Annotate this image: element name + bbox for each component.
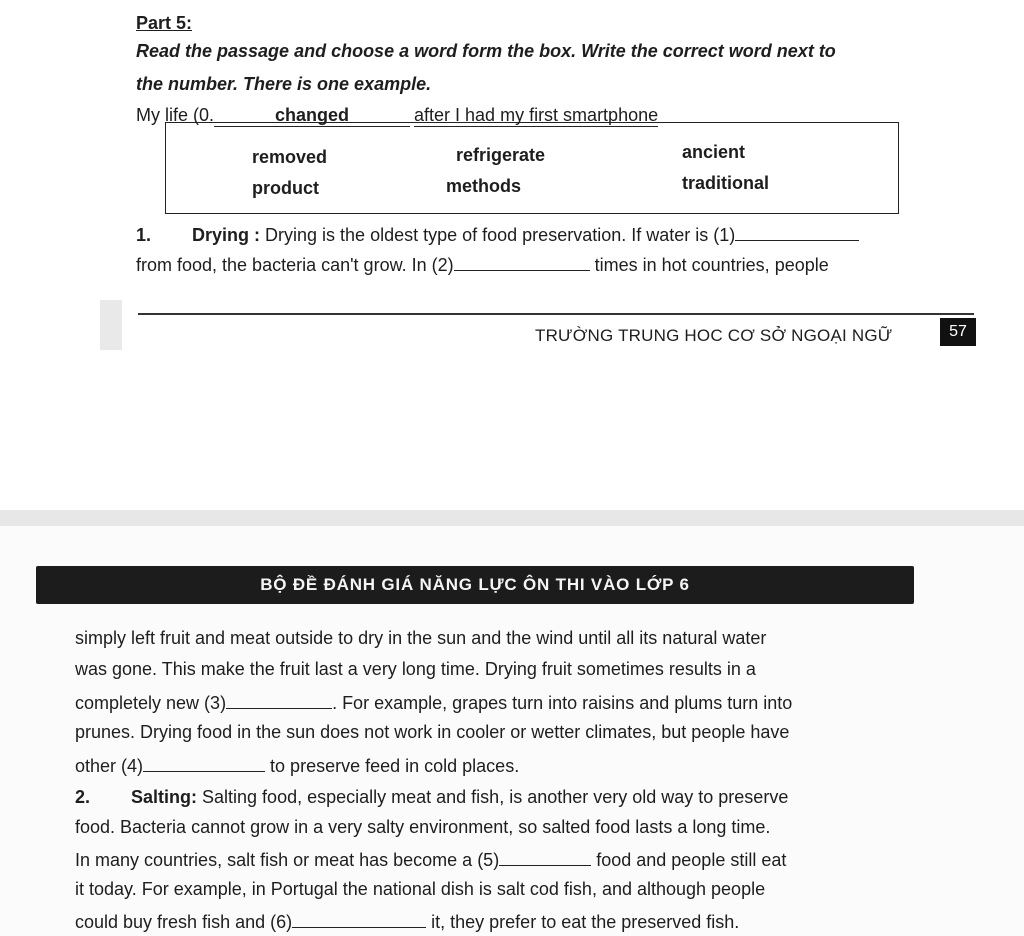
word-refrigerate: refrigerate — [456, 145, 546, 165]
part-title: Part 5: — [136, 13, 193, 33]
passage-line-8b: food and people still eat — [596, 850, 787, 870]
word-traditional: traditional — [682, 173, 770, 193]
passage-line-8a: In many countries, salt fish or meat has become a (5) — [75, 850, 500, 870]
word-product: product — [252, 178, 319, 198]
question-1-line-1 — [136, 222, 859, 246]
question-2-heading: Salting: — [131, 787, 197, 807]
passage-line-3b: . For example, grapes turn into raisins and plums turn into — [332, 693, 793, 713]
passage-line-10b: it, they prefer to eat the preserved fish. — [431, 912, 740, 932]
passage-line-4: prunes. Drying food in the sun does not work in cooler or wetter climates, but people have — [75, 722, 790, 742]
example-prefix: My life (0. — [136, 105, 215, 125]
school-name: TRƯỜNG TRUNG HOC CƠ SỞ NGOẠI NGỮ — [535, 326, 893, 345]
passage-line-5b: to preserve feed in cold places. — [270, 756, 520, 776]
question-2-line — [75, 786, 788, 808]
passage-line-3 — [75, 690, 792, 714]
passage-line-5 — [75, 753, 519, 777]
title-banner — [36, 566, 914, 604]
example-answer: changed — [214, 104, 410, 127]
blank-1[interactable] — [735, 222, 859, 241]
passage-line-7: food. Bacteria cannot grow in a very salty environment, so salted food lasts a long time. — [75, 817, 771, 837]
passage-line-1: simply left fruit and meat outside to dry in the sun and the wind until all its natural water — [75, 628, 767, 648]
question-1-line-2 — [136, 252, 829, 276]
question-1-text-2b: times in hot countries, people — [594, 255, 829, 275]
instructions-line-1: Read the passage and choose a word form the box. Write the correct word next to — [136, 41, 836, 61]
question-1-heading: Drying : — [192, 225, 261, 245]
question-1-text: Drying is the oldest type of food preservation. If water is (1) — [265, 225, 736, 245]
blank-6[interactable] — [292, 909, 426, 928]
question-1-text-2a: from food, the bacteria can't grow. In (2) — [136, 255, 454, 275]
passage-line-6: Salting food, especially meat and fish, is another very old way to preserve — [202, 787, 789, 807]
question-1-number: 1. — [136, 225, 152, 245]
banner-title: BỘ ĐỀ ĐÁNH GIÁ NĂNG LỰC ÔN THI VÀO LỚP 6 — [260, 575, 690, 594]
instructions-line-2: the number. There is one example. — [136, 74, 432, 94]
blank-2[interactable] — [454, 252, 590, 271]
question-2-number: 2. — [75, 787, 91, 807]
blank-3[interactable] — [226, 690, 332, 709]
blank-4[interactable] — [143, 753, 265, 772]
example-suffix: after I had my first smartphone — [414, 105, 659, 125]
passage-line-10a: could buy fresh fish and (6) — [75, 912, 293, 932]
footer-rule — [138, 313, 974, 315]
blank-5[interactable] — [499, 847, 591, 866]
passage-line-5a: other (4) — [75, 756, 144, 776]
passage-line-2: was gone. This make the fruit last a very long time. Drying fruit sometimes results in a — [75, 659, 756, 679]
passage-line-8 — [75, 847, 786, 871]
page-separator — [0, 510, 1024, 526]
word-box — [165, 122, 899, 214]
binding-mark — [100, 300, 122, 350]
page-number: 57 — [940, 318, 976, 346]
word-removed: removed — [252, 147, 328, 167]
passage-line-10 — [75, 909, 739, 933]
word-ancient: ancient — [682, 142, 746, 162]
word-methods: methods — [446, 176, 522, 196]
passage-line-3a: completely new (3) — [75, 693, 227, 713]
passage-line-9: it today. For example, in Portugal the national dish is salt cod fish, and although people — [75, 879, 766, 899]
